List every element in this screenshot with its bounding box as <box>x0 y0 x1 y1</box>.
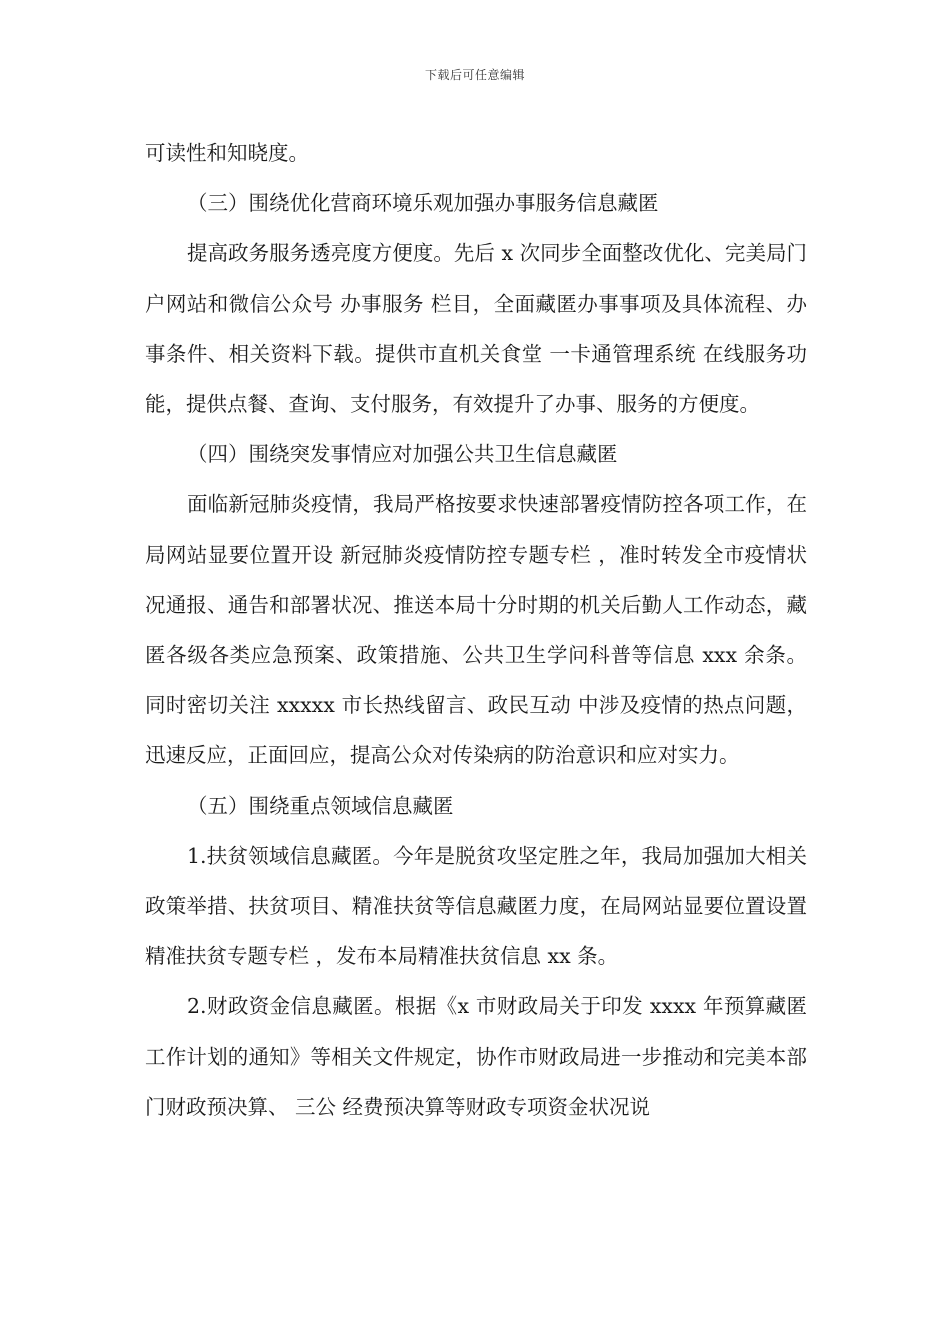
paragraph-poverty-alleviation: 1.扶贫领域信息藏匿。今年是脱贫攻坚定胜之年，我局加强加大相关政策举措、扶贫项目、精准扶贫等信息藏匿力度，在局网站显要位置设置 精准扶贫专题专栏 ，发布本局精准扶贫信息 xx 条。 <box>145 843 807 969</box>
paragraph-service-info: 提高政务服务透亮度方便度。先后 x 次同步全面整改优化、完美局门户网站和微信公众号 办事服务 栏目，全面藏匿办事事项及具体流程、办事条件、相关资料下载。提供市直机关食堂 一卡通管理系统 在线服务功能，提供点餐、查询、支付服务，有效提升了办事、服务的方便度。 <box>145 241 807 417</box>
paragraph-continuation: 可读性和知晓度。 <box>145 141 309 165</box>
page-header: 下载后可任意编辑 <box>424 68 525 82</box>
section-heading-3: （三）围绕优化营商环境乐观加强办事服务信息藏匿 <box>187 191 659 216</box>
paragraph-public-health: 面临新冠肺炎疫情，我局严格按要求快速部署疫情防控各项工作，在局网站显要位置开设 新冠肺炎疫情防控专题专栏 ，准时转发全市疫情状况通报、通告和部署状况、推送本局十分时期的机关后勤人工作动态，藏匿各级各类应急预案、政策措施、公共卫生学问科普等信息 xxx 余条。同时密切关注 xxxxx 市长热线留言、政民互动 中涉及疫情的热点问题，迅速反应，正面回应，提高公众对传染病的防治意识和应对实力。 <box>145 492 807 768</box>
section-heading-4: （四）围绕突发事情应对加强公共卫生信息藏匿 <box>187 442 618 467</box>
document-body <box>145 128 807 1132</box>
section-heading-5: （五）围绕重点领域信息藏匿 <box>187 793 454 818</box>
paragraph-fiscal-funds: 2.财政资金信息藏匿。根据《x 市财政局关于印发 xxxx 年预算藏匿工作计划的通知》等相关文件规定，协作市财政局进一步推动和完美本部门财政预决算、 三公 经费预决算等财政专项资金状况说 <box>145 994 807 1119</box>
